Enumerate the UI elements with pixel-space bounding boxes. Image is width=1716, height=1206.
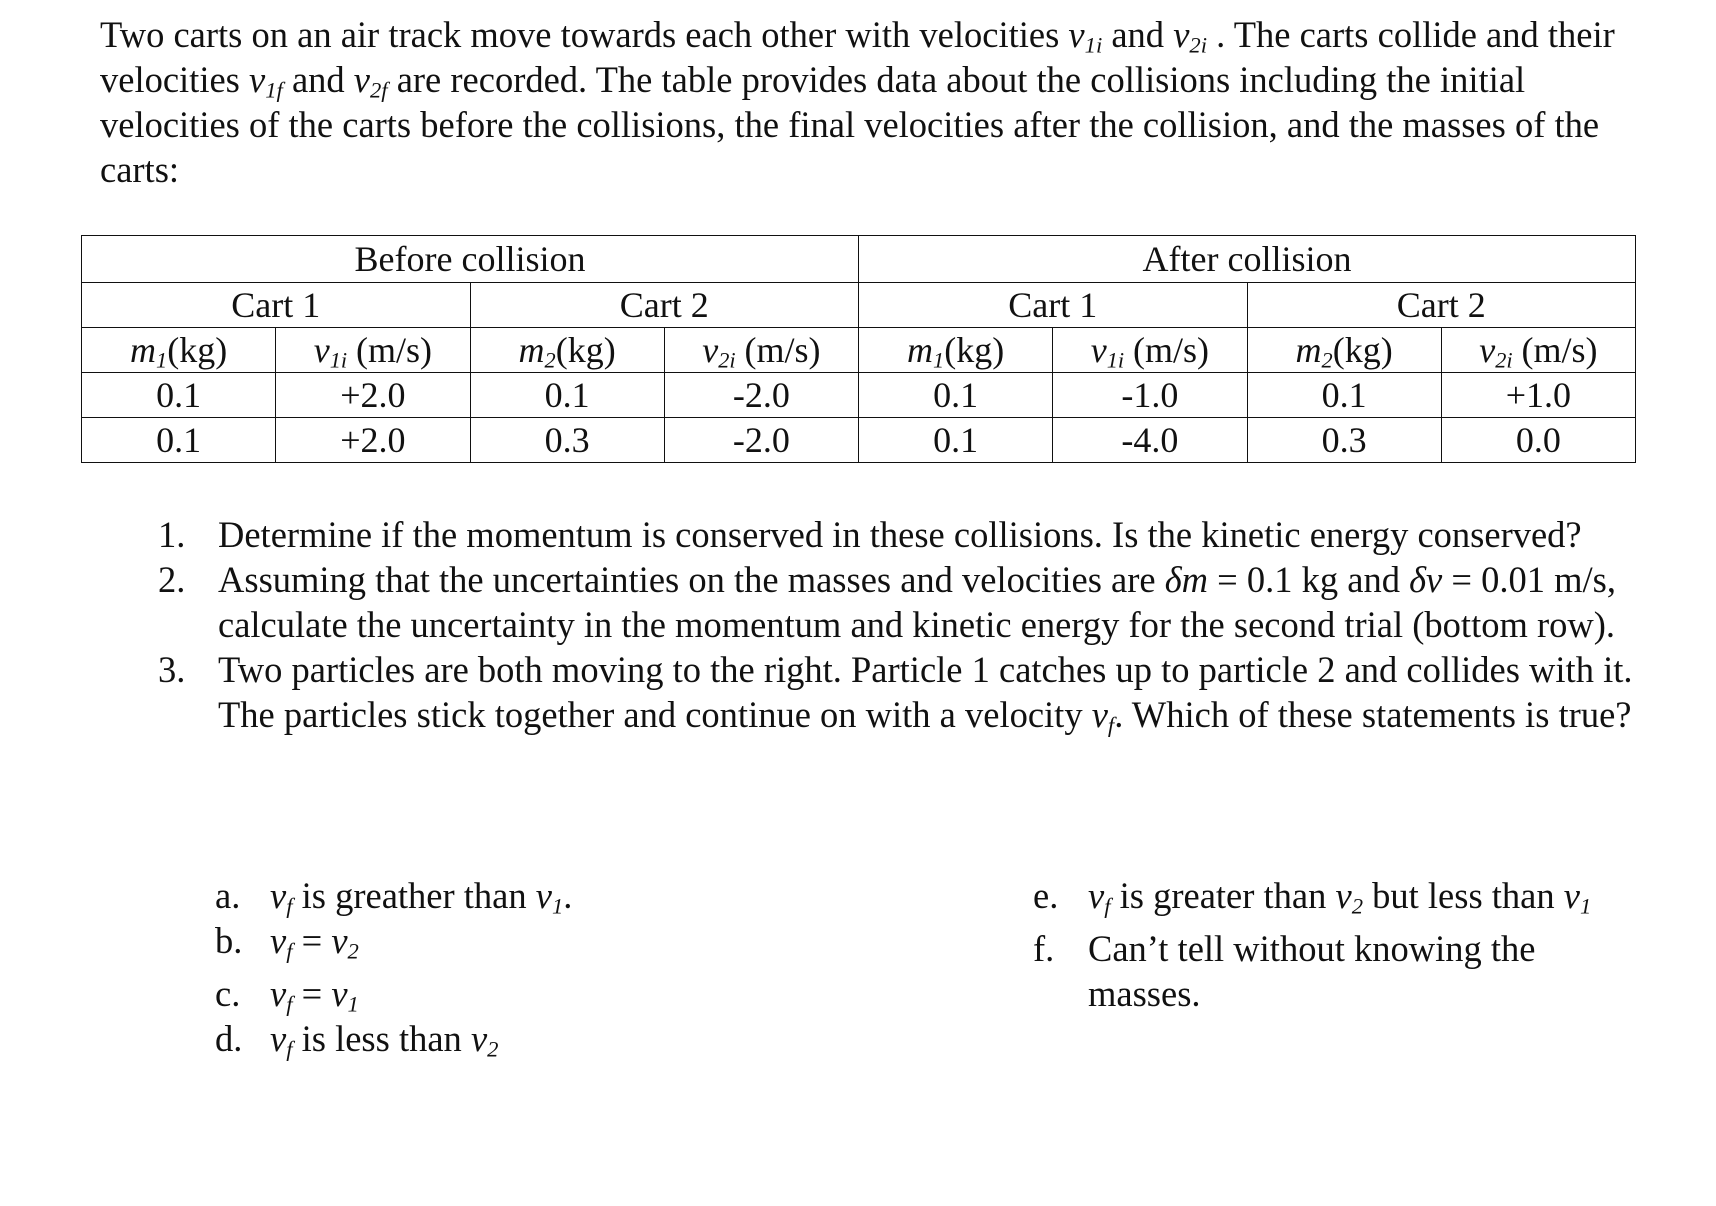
symbol-v2f: v <box>353 59 370 100</box>
column-header: $m_1(kg)$ <box>82 328 276 373</box>
cart-header: Cart 1 <box>82 283 471 328</box>
intro-paragraph <box>100 12 1660 192</box>
symbol-delta-m: δm <box>1164 559 1209 600</box>
column-header: $m_2(kg)$ <box>1247 328 1441 373</box>
table-cell: -4.0 <box>1053 418 1247 463</box>
question-text: = 0.1 kg and <box>1208 559 1410 600</box>
intro-text: Two carts on an air track move towards each other with velocities <box>100 14 1069 55</box>
table-cell: -1.0 <box>1053 373 1247 418</box>
question-1 <box>150 512 1670 557</box>
question-number: 1. <box>158 514 186 555</box>
table-cell: -2.0 <box>664 373 858 418</box>
table-cell: 0.1 <box>82 418 276 463</box>
table-cell: +1.0 <box>1441 373 1635 418</box>
symbol-v1i: v <box>1068 14 1085 55</box>
symbol-vf: v <box>1091 694 1108 735</box>
question-2 <box>150 557 1670 647</box>
subscript-2f: 2f <box>369 77 388 103</box>
table-cell: 0.1 <box>859 418 1053 463</box>
column-header: $v_{2i}$ (m/s) <box>1441 328 1635 373</box>
option-letter: f. <box>1033 928 1055 969</box>
table-cell: -2.0 <box>664 418 858 463</box>
collision-data-table <box>81 235 1636 463</box>
question-text: Two particles are both moving to the right. Particle 1 catches up to particle 2 and collides with it. The particles stick together and continue on with a velocity <box>218 649 1633 735</box>
column-header: $m_2(kg)$ <box>470 328 664 373</box>
option-a: a. $v_f$ is greather than $v_1$. <box>215 875 573 919</box>
options-left-column <box>215 873 975 1061</box>
option-d: d. $v_f$ is less than $v_2$ <box>215 1018 499 1062</box>
column-header: $m_1(kg)$ <box>859 328 1053 373</box>
option-letter: e. <box>1033 875 1059 916</box>
table-cell: +2.0 <box>276 373 470 418</box>
subscript-1f: 1f <box>265 77 283 103</box>
cart-header: Cart 2 <box>1247 283 1636 328</box>
option-letter: a. <box>215 875 241 916</box>
table-group-row <box>82 236 1636 283</box>
options-right-column <box>1033 873 1633 1016</box>
cart-header: Cart 2 <box>470 283 859 328</box>
table-cell: 0.1 <box>1247 373 1441 418</box>
question-text: . Which of these statements is true? <box>1114 694 1632 735</box>
question-text: Determine if the momentum is conserved in these collisions. Is the kinetic energy conserved? <box>218 514 1582 555</box>
question-text: = 0.01 m/s, calculate the uncertainty in the momentum and kinetic energy for the second trial (bottom row). <box>218 559 1616 645</box>
column-header: $v_{1i}$ (m/s) <box>1053 328 1247 373</box>
intro-text: are recorded. The table provides data about the collisions including the initial velocities of the carts before the collisions, the final velocities after the collision, and the masses of the carts: <box>100 59 1600 190</box>
column-header: $v_{1i}$ (m/s) <box>276 328 470 373</box>
option-letter: b. <box>215 920 243 961</box>
group-header-before: Before collision <box>82 236 859 283</box>
option-c: c. $v_f = v_1$ <box>215 973 359 1017</box>
symbol-v2i: v <box>1173 14 1190 55</box>
table-row <box>82 373 1636 418</box>
option-letter: c. <box>215 973 241 1014</box>
intro-text: . The carts collide and their velocities <box>100 14 1615 100</box>
table-cell: 0.3 <box>1247 418 1441 463</box>
table-cell: 0.1 <box>859 373 1053 418</box>
table-cell: 0.0 <box>1441 418 1635 463</box>
table-cell: 0.1 <box>82 373 276 418</box>
group-header-after: After collision <box>859 236 1636 283</box>
option-letter: d. <box>215 1018 243 1059</box>
table-cell: 0.3 <box>470 418 664 463</box>
symbol-v1f: v <box>249 59 266 100</box>
table-cart-row <box>82 283 1636 328</box>
question-list <box>150 512 1670 737</box>
intro-text: and <box>282 59 354 100</box>
table-cell: 0.1 <box>470 373 664 418</box>
table-cell: +2.0 <box>276 418 470 463</box>
table-column-header-row <box>82 328 1636 373</box>
question-3: 3. Two particles are both moving to the right. Particle 1 catches up to particle 2 and collides with it. The particles stick together and continue on with a velocity $v_f$. Which of these statements is true? <box>158 649 1633 738</box>
column-header: $v_{2i}$ (m/s) <box>664 328 858 373</box>
option-f: f. Can’t tell without knowing the masses. <box>1033 928 1536 1014</box>
option-b: b. $v_f = v_2$ <box>215 920 359 964</box>
symbol-delta-v: δv <box>1409 559 1443 600</box>
question-number: 3. <box>158 649 186 690</box>
table-row <box>82 418 1636 463</box>
question-number: 2. <box>158 559 186 600</box>
cart-header: Cart 1 <box>859 283 1248 328</box>
subscript-1i: 1i <box>1084 32 1103 58</box>
subscript-2i: 2i <box>1189 32 1207 58</box>
intro-text: and <box>1102 14 1174 55</box>
option-e: e. $v_f$ is greater than $v_2$ but less than $v_1$ <box>1033 875 1592 919</box>
question-text: Assuming that the uncertainties on the masses and velocities are <box>218 559 1165 600</box>
